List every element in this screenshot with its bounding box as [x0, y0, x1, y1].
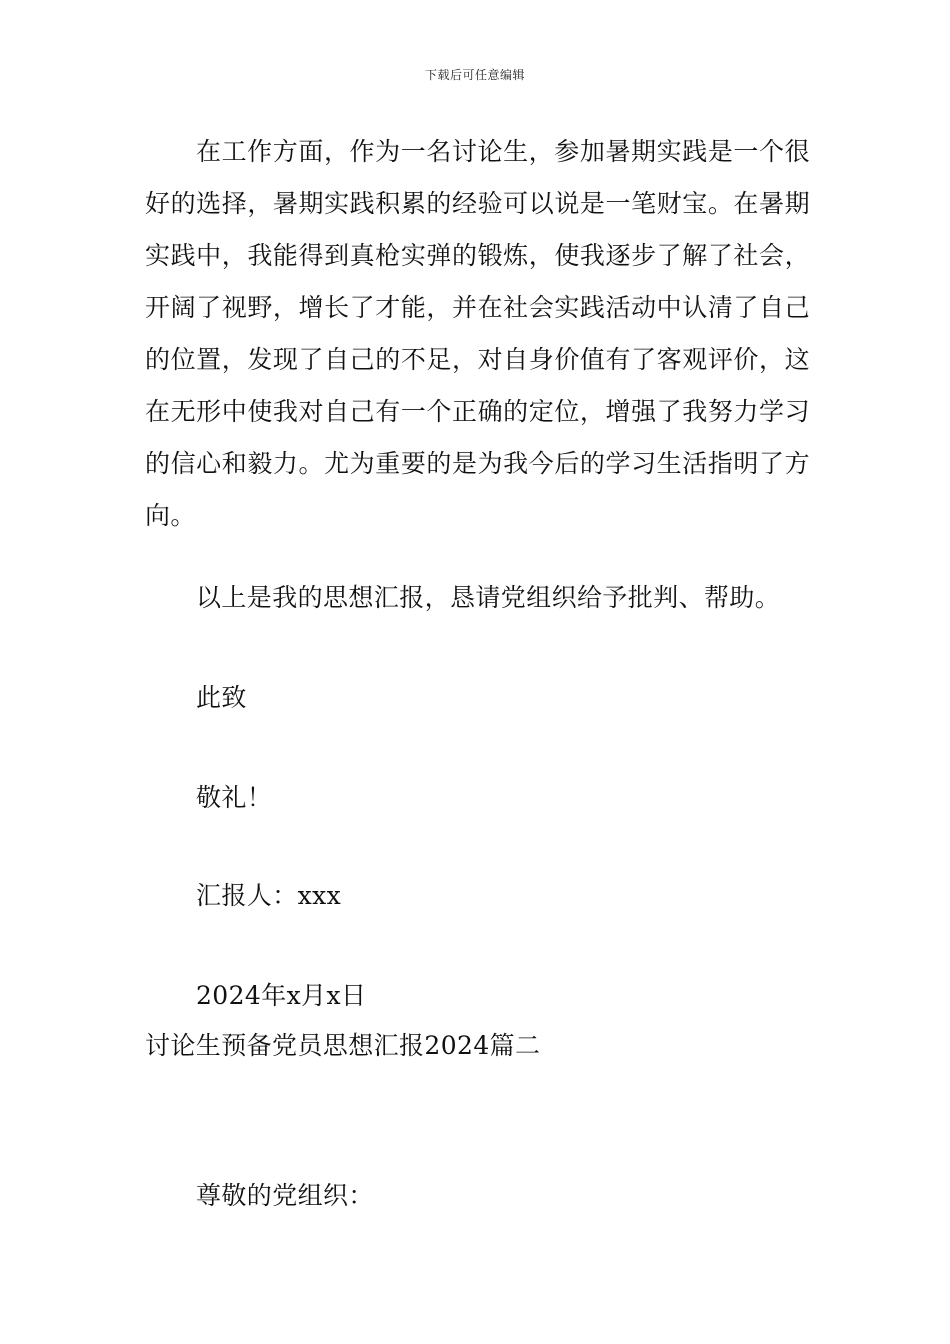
salutation-ci-zhi: 此致: [196, 683, 247, 712]
reporter-line: 汇报人：xxx: [196, 881, 342, 910]
salutation-jing-li: 敬礼！: [196, 783, 273, 812]
date-line: 2024年x月x日: [196, 981, 367, 1010]
section-title: 讨论生预备党员思想汇报2024篇二: [145, 1031, 541, 1060]
work-paragraph: 在工作方面，作为一名讨论生，参加暑期实践是一个很好的选择，暑期实践积累的经验可以说是一笔财宝。在暑期实践中，我能得到真枪实弹的锻炼，使我逐步了解了社会，开阔了视野，增长了才能，并在社会实践活动中认清了自己的位置，发现了自己的不足，对自身价值有了客观评价，这在无形中使我对自己有一个正确的定位，增强了我努力学习的信心和毅力。尤为重要的是为我今后的学习生活指明了方向。: [145, 137, 810, 530]
page-header: 下载后可任意编辑: [424, 68, 525, 82]
closing-request: 以上是我的思想汇报，恳请党组织给予批判、帮助。: [196, 583, 781, 612]
greeting-line: 尊敬的党组织：: [196, 1181, 374, 1210]
